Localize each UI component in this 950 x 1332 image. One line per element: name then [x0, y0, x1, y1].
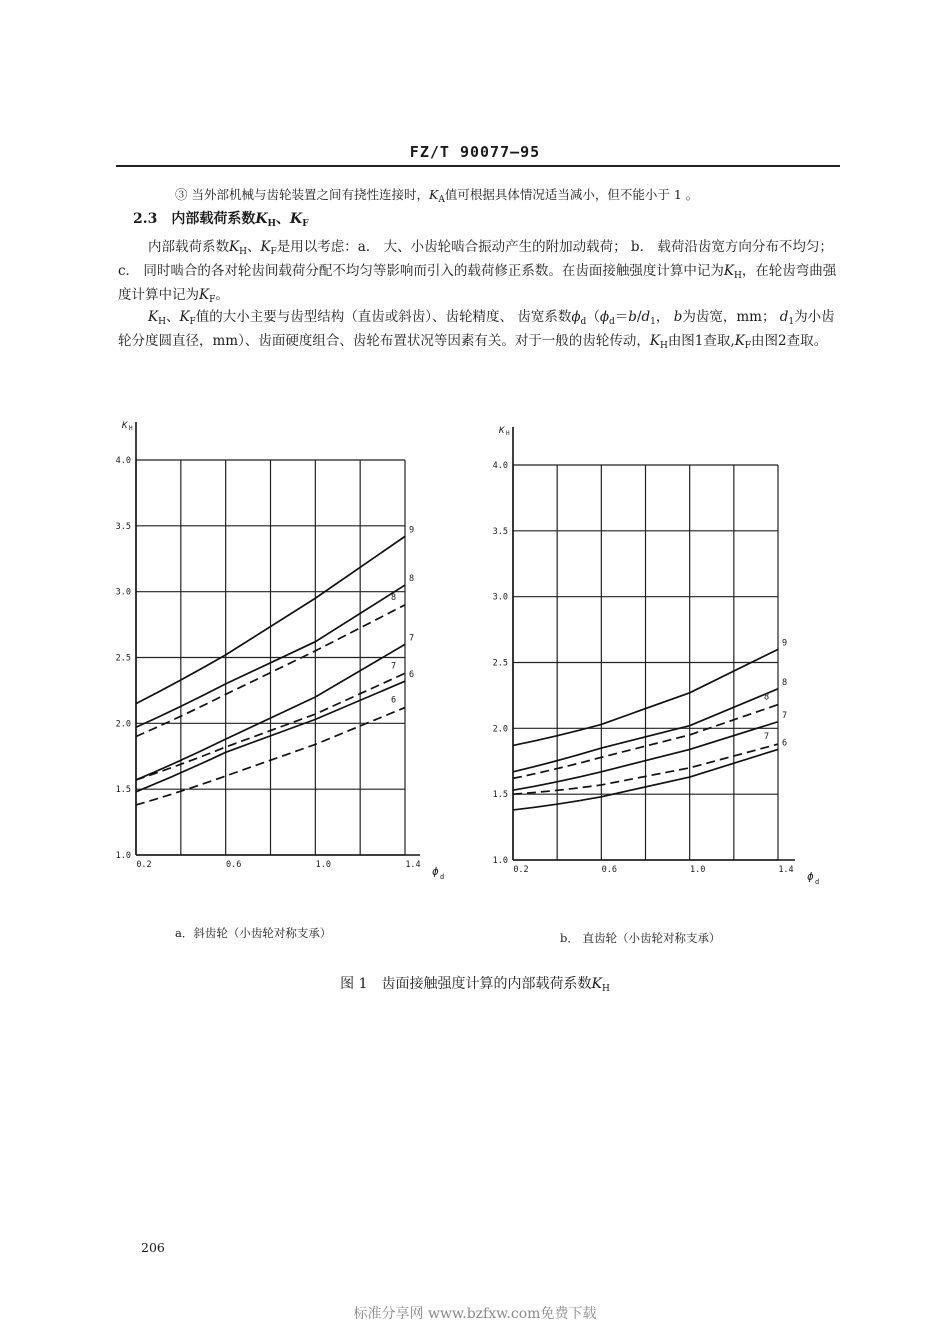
- x-axis-label-sub: d: [440, 873, 445, 881]
- series-label: 9: [409, 525, 415, 536]
- x-tick-label: 1.4: [405, 860, 421, 870]
- x-tick-label: 1.0: [315, 860, 332, 870]
- p1-text: 、: [246, 239, 261, 255]
- series-label: 9: [782, 638, 788, 649]
- series-label: 8: [782, 677, 788, 688]
- x-tick-label: 0.2: [513, 865, 529, 875]
- note-marker: ③: [175, 187, 188, 202]
- kh-sub: H: [158, 317, 166, 327]
- kh-symbol: K: [229, 239, 240, 255]
- y-tick-label: 3.0: [492, 592, 508, 603]
- note-text-a: 当外部机械与齿轮装置之间有挠性连接时，: [191, 187, 430, 202]
- p1-text: ，在轮齿弯曲强度计算中记为: [118, 263, 837, 303]
- p2-text: ＝: [614, 309, 629, 325]
- y-axis-label: K: [122, 421, 128, 431]
- y-tick-label: 4.0: [115, 456, 131, 466]
- p2-text: 为齿宽，mm；: [682, 309, 780, 325]
- kh-sub: H: [267, 219, 277, 229]
- p1-text: 内部载荷系数: [148, 239, 229, 255]
- series-label: 7: [782, 710, 788, 721]
- x-tick-label: 0.6: [225, 860, 242, 870]
- x-tick-label: 1.0: [689, 865, 706, 875]
- kh-symbol: K: [148, 309, 159, 325]
- p2-text: 由图2查取。: [751, 333, 828, 349]
- section-title: 内部载荷系数: [171, 211, 256, 227]
- figure-title: [0, 973, 950, 993]
- series-label: 8: [409, 574, 415, 585]
- series-label: 8: [391, 592, 397, 603]
- p2-text: （: [586, 309, 600, 325]
- kh-sub: H: [601, 984, 610, 994]
- p1-text: 。: [215, 287, 229, 303]
- chart-a-caption: a．斜齿轮（小齿轮对称支承）: [175, 926, 332, 940]
- kh-symbol: K: [649, 333, 660, 349]
- footer-watermark: 标准分享网 www.bzfxw.com免费下载: [353, 1306, 597, 1322]
- x-tick-label: 1.4: [778, 865, 794, 875]
- y-tick-label: 4.0: [492, 461, 508, 471]
- p2-text: 值的大小主要与齿型结构（直齿或斜齿）、齿轮精度、 齿宽系数: [195, 309, 572, 325]
- kf-symbol: K: [199, 287, 210, 303]
- d1-sub: 1: [650, 317, 656, 327]
- phi-sub: d: [580, 317, 587, 327]
- series-label: 7: [409, 633, 415, 644]
- x-tick-label: 0.6: [601, 865, 618, 875]
- figure-title-text: 图 1 齿面接触强度计算的内部载荷系数: [340, 976, 592, 992]
- d1-symbol: d: [641, 309, 651, 325]
- b-symbol: b: [673, 309, 683, 325]
- y-tick-label: 2.0: [115, 719, 131, 730]
- d1-symbol: d: [779, 309, 789, 325]
- b-symbol: b: [628, 309, 637, 325]
- kh-symbol: K: [591, 976, 602, 992]
- kf-symbol: K: [734, 333, 745, 349]
- y-tick-label: 2.5: [115, 653, 131, 664]
- ka-sub: A: [438, 195, 445, 205]
- kh-symbol: K: [255, 211, 268, 227]
- y-tick-label: 2.5: [492, 658, 508, 669]
- page-number: 206: [141, 1240, 165, 1255]
- x-axis-label: ϕ: [432, 865, 439, 878]
- section-number: 2.3: [133, 211, 158, 227]
- p2-text: ，: [655, 309, 674, 325]
- kh-sub: H: [659, 341, 668, 351]
- kh-sub: H: [239, 247, 247, 257]
- kf-symbol: K: [260, 239, 271, 255]
- series-label: 8: [764, 692, 770, 703]
- y-tick-label: 3.5: [115, 521, 131, 532]
- kf-symbol: K: [290, 211, 303, 227]
- p2-text: 、: [165, 309, 180, 325]
- x-axis-label: ϕ: [807, 870, 814, 883]
- document-code: FZ/T 90077—95: [409, 143, 541, 161]
- kf-sub: F: [209, 295, 216, 305]
- series-label: 6: [391, 695, 397, 706]
- chart-b-spur: [493, 426, 820, 886]
- y-tick-label: 3.5: [492, 526, 508, 537]
- chart-a-helical: [116, 421, 445, 881]
- chart-b-caption: b． 直齿轮（小齿轮对称支承）: [560, 931, 721, 945]
- y-tick-label: 2.0: [492, 724, 508, 735]
- kh-sub: H: [733, 271, 742, 281]
- y-axis-label-sub: H: [506, 430, 510, 437]
- d1-sub: 1: [788, 317, 795, 327]
- kf-sub: F: [189, 317, 196, 327]
- series-label: 7: [764, 732, 770, 743]
- phi-symbol: ϕ: [599, 309, 610, 325]
- y-tick-label: 1.5: [492, 790, 508, 801]
- p2-text: 为小齿轮分度圆直径，mm）、齿面硬度组合、齿轮布置状况等因素有关。对于一般的齿轮传动，: [118, 309, 835, 349]
- kf-sub: F: [270, 247, 277, 257]
- kf-symbol: K: [179, 309, 190, 325]
- series-label: 7: [391, 661, 397, 672]
- series-label: 6: [409, 670, 415, 681]
- ka-symbol: K: [429, 187, 439, 202]
- kh-symbol: K: [723, 263, 734, 279]
- p2-text: /: [636, 309, 642, 325]
- series-label: 6: [782, 738, 788, 749]
- y-tick-label: 1.0: [492, 856, 508, 866]
- p1-text: 是用以考虑：a． 大、小齿轮啮合振动产生的附加动载荷； b． 载荷沿齿宽方向分布不均匀； c． 同时啮合的各对轮齿间载荷分配不均匀等影响而引入的载荷修正系数。在齿面接触强度计算中记为: [118, 239, 833, 279]
- y-axis-label: K: [499, 426, 505, 436]
- p2-text: 由图1查取,: [667, 333, 735, 349]
- note-text-b: 值可根据具体情况适当减小，但不能小于 1 。: [444, 187, 699, 202]
- y-tick-label: 3.0: [115, 587, 131, 598]
- y-tick-label: 1.5: [115, 785, 131, 796]
- phi-symbol: ϕ: [571, 309, 581, 325]
- x-tick-label: 0.2: [136, 860, 152, 870]
- y-axis-label-sub: H: [129, 425, 133, 432]
- x-axis-label-sub: d: [815, 878, 820, 886]
- y-tick-label: 1.0: [115, 851, 131, 861]
- section-sep: 、: [276, 211, 291, 227]
- kf-sub: F: [302, 219, 309, 229]
- phi-sub: d: [609, 317, 615, 327]
- kf-sub: F: [744, 341, 752, 351]
